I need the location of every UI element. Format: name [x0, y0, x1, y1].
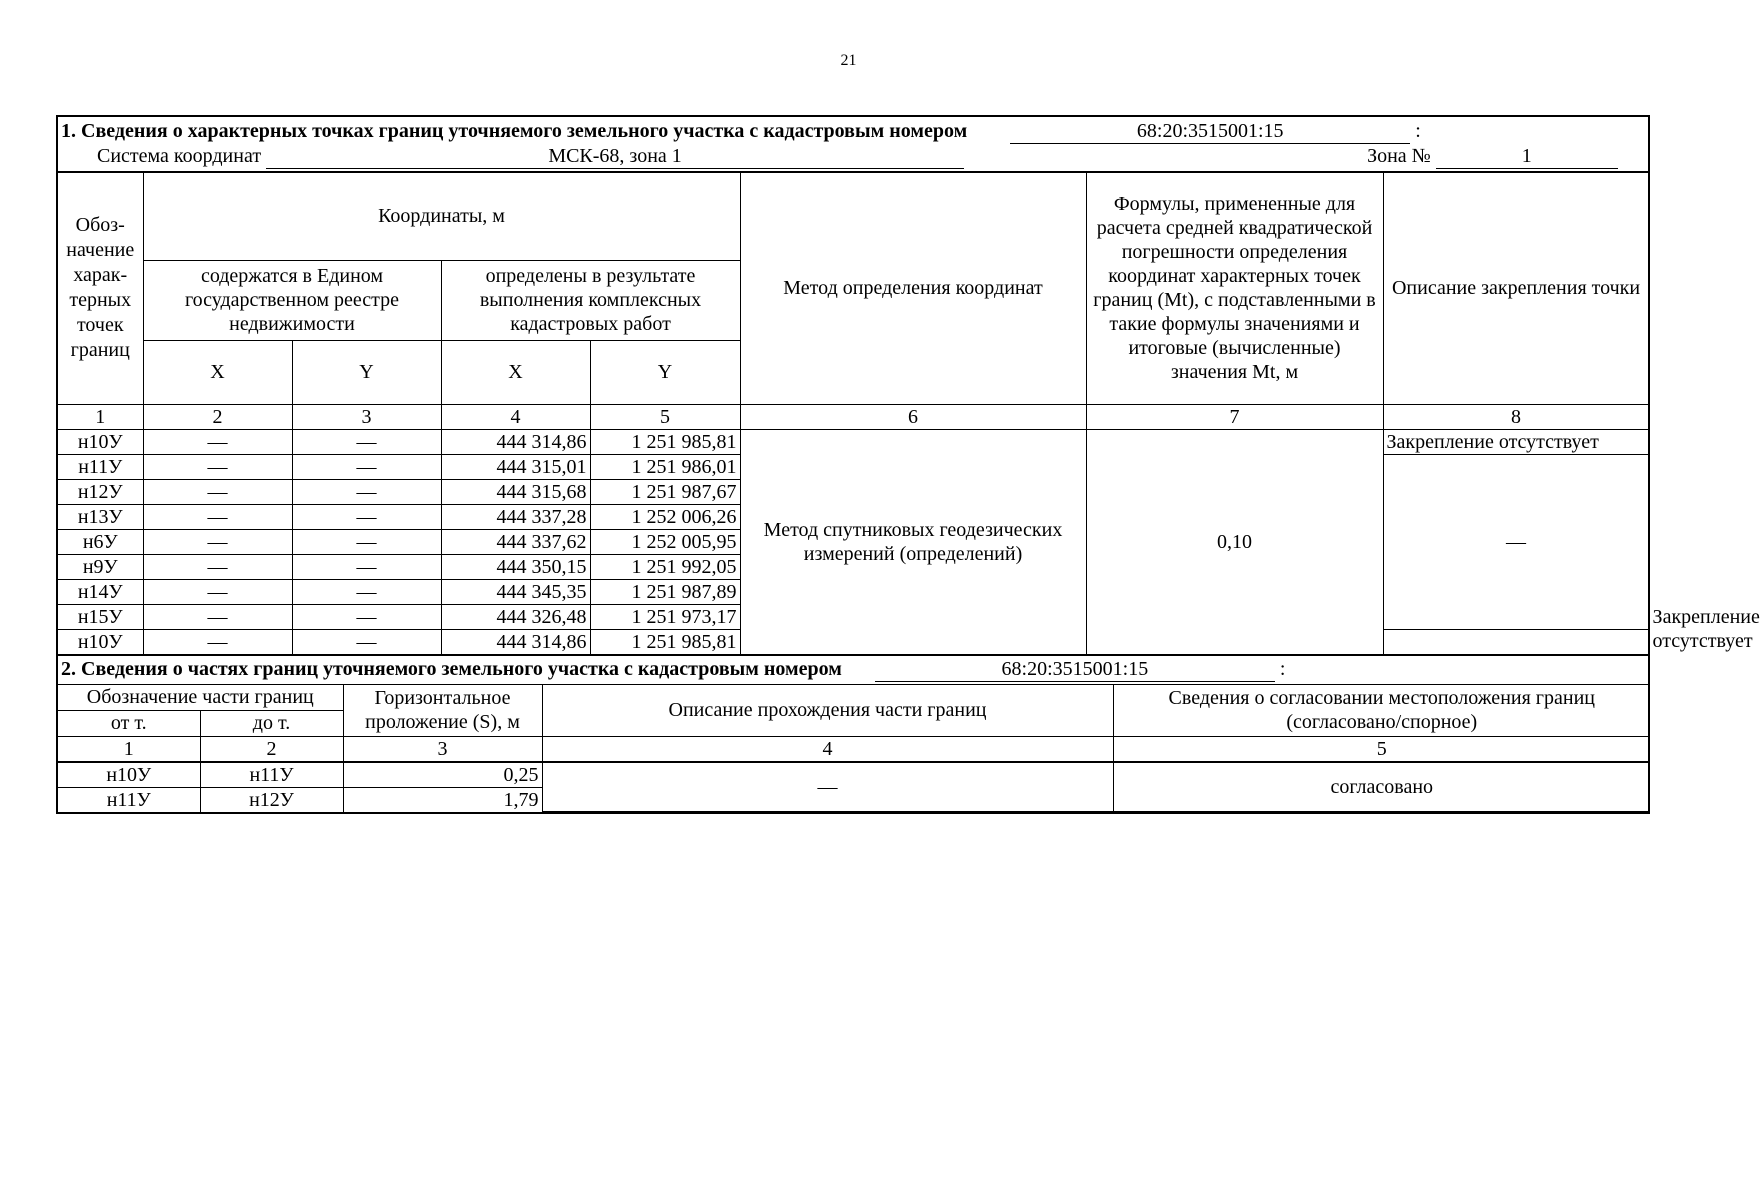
header-y-determined: Y — [590, 340, 740, 404]
x-registry: — — [143, 554, 292, 579]
fixing-middle: — — [1383, 454, 1649, 629]
section2-title: 2. Сведения о частях границ уточняемого земельного участка с кадастровым номером — [61, 658, 842, 680]
table-row: н15У — — 444 326,48 1 251 973,17 Закрепление отсутствует — [57, 604, 1649, 629]
y-coord: 1 251 987,67 — [590, 479, 740, 504]
part-to: н12У — [200, 787, 343, 812]
col-number: 2 — [143, 404, 292, 429]
col-number: 4 — [542, 736, 1113, 762]
col-number: 3 — [343, 736, 542, 762]
part-length: 1,79 — [343, 787, 542, 812]
section1-cadastral-number: 68:20:3515001:15 — [1010, 119, 1410, 144]
y-registry: — — [292, 579, 441, 604]
x-registry: — — [143, 504, 292, 529]
x-registry: — — [143, 429, 292, 454]
point-name: н9У — [57, 554, 143, 579]
header-y-registry: Y — [292, 340, 441, 404]
x-coord: 444 350,15 — [441, 554, 590, 579]
y-coord: 1 251 973,17 — [590, 604, 740, 629]
fixing-top: Закрепление отсутствует — [1383, 429, 1649, 454]
col-number: 8 — [1383, 404, 1649, 429]
x-coord: 444 337,62 — [441, 529, 590, 554]
header-method: Метод определения координат — [740, 172, 1086, 404]
zone-value: 1 — [1436, 144, 1618, 169]
x-registry: — — [143, 579, 292, 604]
x-registry: — — [143, 604, 292, 629]
col-number: 5 — [590, 404, 740, 429]
col-number: 1 — [58, 736, 200, 762]
x-coord: 444 315,68 — [441, 479, 590, 504]
point-name: н11У — [57, 454, 143, 479]
table-row — [57, 429, 1649, 454]
point-name: н6У — [57, 529, 143, 554]
point-name: н12У — [57, 479, 143, 504]
point-name: н10У — [57, 629, 143, 655]
header-agreement: Сведения о согласовании местоположения границ (согласовано/спорное) — [1113, 684, 1650, 736]
point-name: н15У — [57, 604, 143, 629]
header-description: Описание прохождения части границ — [542, 684, 1113, 736]
x-registry: — — [143, 479, 292, 504]
y-coord: 1 251 985,81 — [590, 429, 740, 454]
section1-title-row — [57, 116, 1649, 144]
coord-system-label: Система координат — [97, 145, 262, 167]
x-registry: — — [143, 629, 292, 655]
part-description: — — [542, 762, 1113, 812]
x-coord: 444 326,48 — [441, 604, 590, 629]
header-determined: определены в результате выполнения комплексных кадастровых работ — [441, 260, 740, 340]
section2-cadastral-number: 68:20:3515001:15 — [875, 657, 1275, 682]
header-x-determined: X — [441, 340, 590, 404]
coord-system-row — [57, 144, 1649, 172]
col-number: 6 — [740, 404, 1086, 429]
y-coord: 1 251 985,81 — [590, 629, 740, 655]
y-coord: 1 252 005,95 — [590, 529, 740, 554]
col-number: 5 — [1113, 736, 1650, 762]
method-value: Метод спутниковых геодезических измерений (определений) — [740, 429, 1086, 655]
y-registry: — — [292, 429, 441, 454]
x-registry: — — [143, 529, 292, 554]
y-coord: 1 251 986,01 — [590, 454, 740, 479]
coord-system-value: МСК-68, зона 1 — [266, 144, 964, 169]
part-from: н10У — [58, 762, 200, 788]
col-number: 1 — [57, 404, 143, 429]
header-fixing: Описание закрепления точки — [1383, 172, 1649, 404]
y-registry: — — [292, 604, 441, 629]
page-number: 21 — [840, 52, 857, 69]
table-row — [58, 762, 1650, 788]
y-registry: — — [292, 504, 441, 529]
part-to: н11У — [200, 762, 343, 788]
header-designation: Обоз-начение харак-терных точек границ — [57, 172, 143, 404]
x-coord: 444 314,86 — [441, 429, 590, 454]
point-name: н10У — [57, 429, 143, 454]
x-registry: — — [143, 454, 292, 479]
part-from: н11У — [58, 787, 200, 812]
header-in-registry: содержатся в Едином государственном реестре недвижимости — [143, 260, 441, 340]
header-x-registry: X — [143, 340, 292, 404]
col-number: 7 — [1086, 404, 1383, 429]
y-coord: 1 251 987,89 — [590, 579, 740, 604]
header-horizontal: Горизонтальное проложение (S), м — [343, 684, 542, 736]
section2-title-row — [58, 656, 1650, 685]
cadastral-table — [56, 115, 1760, 814]
y-registry: — — [292, 554, 441, 579]
col-number: 3 — [292, 404, 441, 429]
section2-table — [58, 656, 1650, 813]
col-number: 2 — [200, 736, 343, 762]
header-to: до т. — [200, 710, 343, 736]
section1-title: 1. Сведения о характерных точках границ уточняемого земельного участка с кадастровым номером — [61, 120, 968, 142]
y-registry: — — [292, 529, 441, 554]
section2-container — [57, 655, 1649, 814]
header-coordinates: Координаты, м — [143, 172, 740, 260]
header-part-designation: Обозначение части границ — [58, 684, 343, 710]
y-registry: — — [292, 479, 441, 504]
x-coord: 444 314,86 — [441, 629, 590, 655]
section2-colon: : — [1279, 658, 1286, 680]
zone-label: Зона № — [1367, 145, 1431, 167]
y-registry: — — [292, 629, 441, 655]
point-name: н14У — [57, 579, 143, 604]
header-from: от т. — [58, 710, 200, 736]
y-registry: — — [292, 454, 441, 479]
x-coord: 444 337,28 — [441, 504, 590, 529]
point-name: н13У — [57, 504, 143, 529]
y-coord: 1 251 992,05 — [590, 554, 740, 579]
y-coord: 1 252 006,26 — [590, 504, 740, 529]
part-agreement: согласовано — [1113, 762, 1650, 812]
x-coord: 444 345,35 — [441, 579, 590, 604]
document-form — [56, 115, 1760, 814]
part-length: 0,25 — [343, 762, 542, 788]
section1-colon: : — [1415, 120, 1421, 142]
col-number: 4 — [441, 404, 590, 429]
x-coord: 444 315,01 — [441, 454, 590, 479]
mt-value: 0,10 — [1086, 429, 1383, 655]
header-formulas: Формулы, примененные для расчета средней квадратической погрешности определения координат характерных точек границ (Mt), с подставленными в такие формулы значениями и итоговые (вычисленные) значения Mt, м — [1086, 172, 1383, 404]
